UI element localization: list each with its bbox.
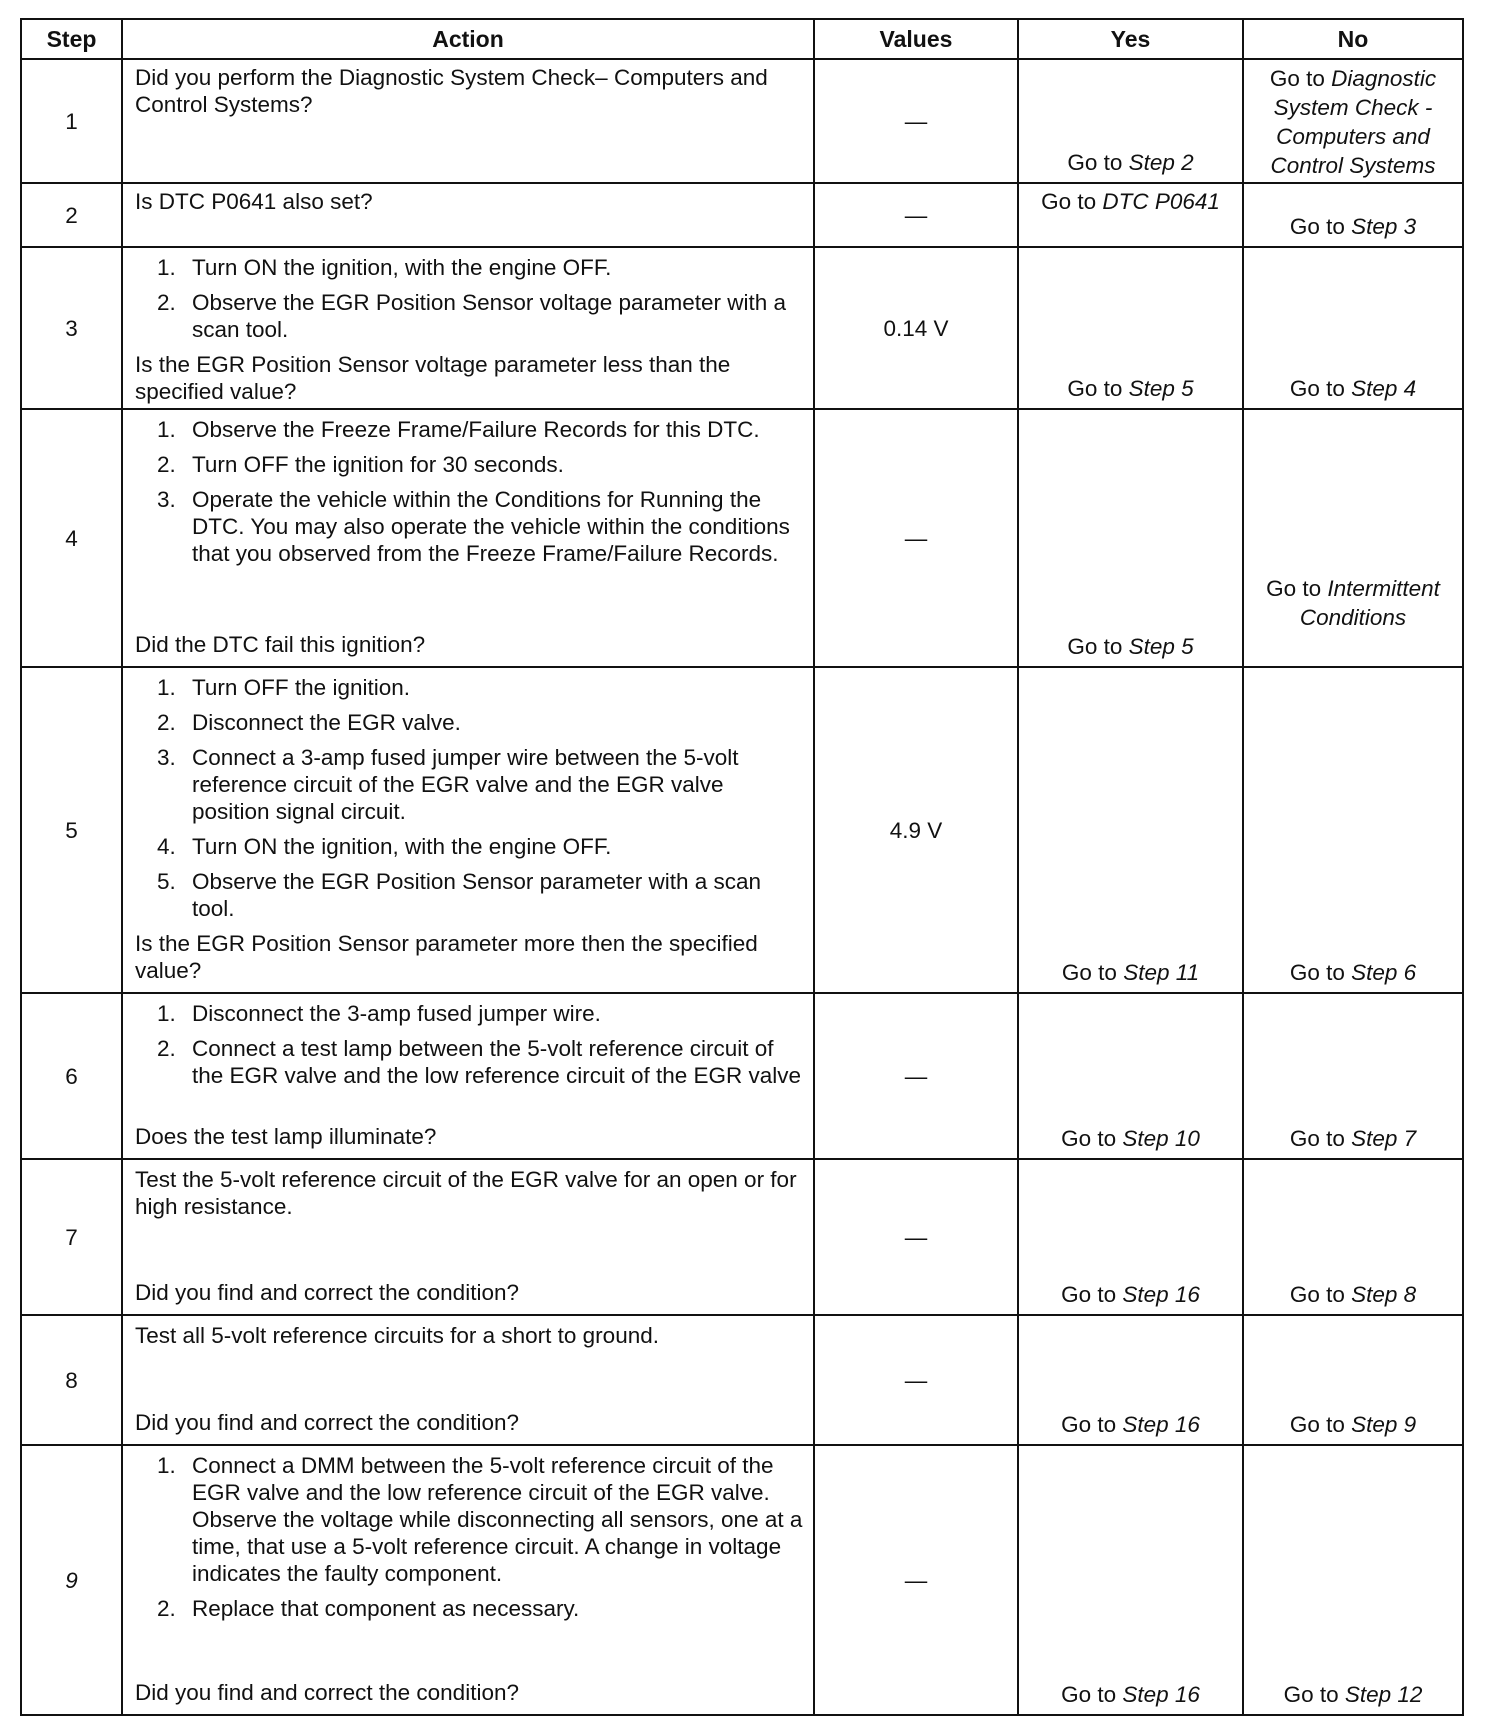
- action-question: Is the EGR Position Sensor voltage parameter less than the specified value?: [135, 352, 731, 404]
- no-cell[interactable]: [1243, 1445, 1463, 1715]
- action-question: Did you perform the Diagnostic System Check– Computers and Control Systems?: [135, 65, 768, 117]
- step-number: 8: [21, 1315, 122, 1445]
- yes-prefix: Go to: [1067, 376, 1129, 401]
- step-number: 7: [21, 1159, 122, 1315]
- list-item: 1. Connect a DMM between the 5-volt reference circuit of the EGR valve and the low reference circuit of the EGR valve. Observe the voltage while disconnecting all sensors, one at a time, that use a 5-volt reference circuit. A change in voltage indicates the faulty component.: [157, 1453, 803, 1586]
- no-prefix: Go to: [1266, 576, 1328, 601]
- list-item: 1. Observe the Freeze Frame/Failure Records for this DTC.: [157, 417, 760, 442]
- table-row-step-1: [21, 59, 1463, 183]
- header-no: No: [1243, 19, 1463, 59]
- no-cell[interactable]: [1243, 1159, 1463, 1315]
- list-item: 1. Turn ON the ignition, with the engine OFF.: [157, 255, 612, 280]
- yes-link[interactable]: Step 11: [1123, 960, 1200, 985]
- value-cell: 4.9 V: [814, 667, 1018, 993]
- action-steps: [135, 1452, 805, 1630]
- yes-prefix: Go to: [1067, 150, 1129, 175]
- yes-cell[interactable]: [1018, 247, 1243, 409]
- header-step: Step: [21, 19, 122, 59]
- header-row: [21, 19, 1463, 59]
- header-action: Action: [122, 19, 814, 59]
- header-values: Values: [814, 19, 1018, 59]
- list-item: 1. Turn OFF the ignition.: [157, 675, 411, 700]
- list-item: 3. Connect a 3-amp fused jumper wire between the 5-volt reference circuit of the EGR valve and the EGR valve position signal circuit.: [157, 745, 739, 824]
- no-prefix: Go to: [1289, 1282, 1352, 1307]
- step-number: 9: [21, 1445, 122, 1715]
- no-link[interactable]: Step 12: [1344, 1682, 1423, 1707]
- yes-link[interactable]: Step 2: [1128, 150, 1194, 175]
- list-item: 2. Turn OFF the ignition for 30 seconds.: [157, 452, 564, 477]
- no-prefix: Go to: [1289, 214, 1352, 239]
- table-row-step-5: [21, 667, 1463, 993]
- action-cell: [122, 1159, 814, 1315]
- action-question: Did you find and correct the condition?: [135, 1680, 519, 1705]
- value-cell: —: [814, 1159, 1018, 1315]
- list-item: 2. Disconnect the EGR valve.: [157, 710, 461, 735]
- yes-prefix: Go to: [1061, 1126, 1123, 1151]
- action-cell: [122, 247, 814, 409]
- no-cell[interactable]: [1243, 1315, 1463, 1445]
- list-item: 2. Observe the EGR Position Sensor voltage parameter with a scan tool.: [157, 290, 787, 342]
- yes-link[interactable]: Step 16: [1122, 1282, 1200, 1307]
- no-cell[interactable]: [1243, 183, 1463, 247]
- action-question: Is the EGR Position Sensor parameter more then the specified value?: [135, 931, 758, 983]
- no-cell[interactable]: [1243, 247, 1463, 409]
- no-link[interactable]: Step 8: [1351, 1282, 1417, 1307]
- action-cell: [122, 667, 814, 993]
- action-question: Did you find and correct the condition?: [135, 1280, 519, 1305]
- value-cell: —: [814, 1315, 1018, 1445]
- no-cell[interactable]: [1243, 409, 1463, 667]
- yes-prefix: Go to: [1061, 1282, 1123, 1307]
- action-question: Did you find and correct the condition?: [135, 1410, 519, 1435]
- no-cell[interactable]: [1243, 993, 1463, 1159]
- action-question: Does the test lamp illuminate?: [135, 1124, 437, 1149]
- step-number: 3: [21, 247, 122, 409]
- action-cell: [122, 59, 814, 183]
- value-cell: —: [814, 59, 1018, 183]
- list-item: 2. Replace that component as necessary.: [157, 1596, 580, 1621]
- no-prefix: Go to: [1269, 66, 1332, 91]
- no-link[interactable]: Step 3: [1351, 214, 1417, 239]
- no-prefix: Go to: [1283, 1682, 1345, 1707]
- step-number: 4: [21, 409, 122, 667]
- value-cell: —: [814, 1445, 1018, 1715]
- table-row-step-4: [21, 409, 1463, 667]
- action-cell: [122, 1315, 814, 1445]
- table-row-step-6: [21, 993, 1463, 1159]
- action-text: Test all 5-volt reference circuits for a short to ground.: [135, 1323, 659, 1348]
- header-yes: Yes: [1018, 19, 1243, 59]
- action-steps: [135, 674, 805, 930]
- yes-cell[interactable]: [1018, 1445, 1243, 1715]
- no-cell[interactable]: [1243, 667, 1463, 993]
- yes-prefix: Go to: [1061, 1412, 1123, 1437]
- action-question: Did the DTC fail this ignition?: [135, 632, 426, 657]
- action-steps: [135, 416, 805, 575]
- table-row-step-3: [21, 247, 1463, 409]
- yes-link[interactable]: Step 16: [1122, 1412, 1200, 1437]
- yes-link[interactable]: DTC P0641: [1102, 189, 1220, 214]
- yes-cell[interactable]: [1018, 59, 1243, 183]
- yes-cell[interactable]: [1018, 993, 1243, 1159]
- yes-cell[interactable]: [1018, 667, 1243, 993]
- yes-cell[interactable]: [1018, 1315, 1243, 1445]
- list-item: 2. Connect a test lamp between the 5-volt reference circuit of the EGR valve and the low reference circuit of the EGR valve: [157, 1036, 802, 1088]
- action-text: Test the 5-volt reference circuit of the EGR valve for an open or for high resistance.: [135, 1167, 797, 1219]
- action-cell: [122, 1445, 814, 1715]
- no-link[interactable]: Step 6: [1351, 960, 1417, 985]
- yes-prefix: Go to: [1061, 1682, 1123, 1707]
- no-link[interactable]: Step 4: [1351, 376, 1417, 401]
- yes-cell[interactable]: [1018, 183, 1243, 247]
- no-prefix: Go to: [1289, 960, 1352, 985]
- value-cell: —: [814, 409, 1018, 667]
- list-item: 5. Observe the EGR Position Sensor parameter with a scan tool.: [157, 869, 762, 921]
- step-number: 5: [21, 667, 122, 993]
- step-number: 1: [21, 59, 122, 183]
- yes-cell[interactable]: [1018, 1159, 1243, 1315]
- diagnostic-table: [20, 18, 1464, 1716]
- table-row-step-2: [21, 183, 1463, 247]
- no-link[interactable]: Intermittent Conditions: [1299, 576, 1440, 630]
- no-link[interactable]: Diagnostic System Check - Computers and Control Systems: [1270, 66, 1437, 178]
- step-number: 6: [21, 993, 122, 1159]
- table-row-step-7: [21, 1159, 1463, 1315]
- action-cell: [122, 183, 814, 247]
- yes-prefix: Go to: [1061, 960, 1124, 985]
- yes-link[interactable]: Step 5: [1128, 376, 1194, 401]
- yes-link[interactable]: Step 10: [1122, 1126, 1200, 1151]
- action-steps: [135, 254, 805, 351]
- no-cell[interactable]: [1243, 59, 1463, 183]
- action-cell: [122, 409, 814, 667]
- no-prefix: Go to: [1289, 1412, 1352, 1437]
- table-row-step-9: [21, 1445, 1463, 1715]
- yes-link[interactable]: Step 16: [1122, 1682, 1200, 1707]
- no-prefix: Go to: [1289, 376, 1352, 401]
- list-item: 4. Turn ON the ignition, with the engine OFF.: [157, 834, 612, 859]
- value-cell: —: [814, 183, 1018, 247]
- action-question: Is DTC P0641 also set?: [135, 189, 373, 214]
- action-cell: [122, 993, 814, 1159]
- yes-link[interactable]: Step 5: [1128, 634, 1194, 659]
- list-item: 1. Disconnect the 3-amp fused jumper wire.: [157, 1001, 601, 1026]
- no-link[interactable]: Step 9: [1351, 1412, 1417, 1437]
- yes-cell[interactable]: [1018, 409, 1243, 667]
- table-row-step-8: [21, 1315, 1463, 1445]
- action-steps: [135, 1000, 805, 1097]
- step-number: 2: [21, 183, 122, 247]
- value-cell: 0.14 V: [814, 247, 1018, 409]
- list-item: 3. Operate the vehicle within the Conditions for Running the DTC. You may also operate the vehicle within the conditions that you observed from the Freeze Frame/Failure Records.: [157, 487, 790, 566]
- no-prefix: Go to: [1289, 1126, 1352, 1151]
- yes-prefix: Go to: [1067, 634, 1129, 659]
- no-link[interactable]: Step 7: [1351, 1126, 1417, 1151]
- yes-prefix: Go to: [1041, 189, 1103, 214]
- value-cell: —: [814, 993, 1018, 1159]
